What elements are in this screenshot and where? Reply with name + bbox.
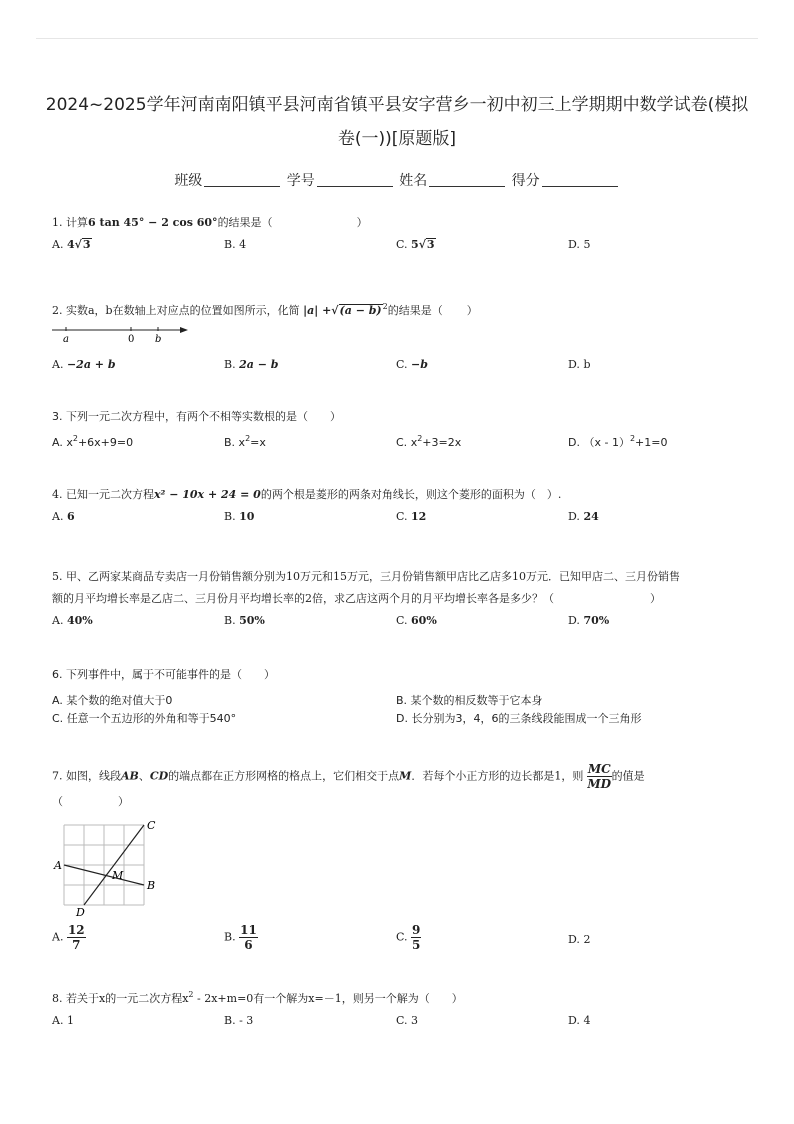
q3-number: 3. [52,410,63,423]
q1-option-c[interactable]: C. 5√3 [396,238,435,251]
q8-option-d[interactable]: D. 4 [568,1014,591,1027]
top-divider [36,38,758,39]
q5-stem-close: ） [650,592,661,605]
q5-number: 5. [52,570,63,583]
q2-stem-pre: 实数a，b在数轴上对应点的位置如图所示，化简 [66,304,300,317]
field-id-blank[interactable] [317,172,393,187]
q8-options [52,1010,754,1032]
q5-option-c[interactable]: C. 60% [396,614,437,627]
q1-stem-close: ） [356,216,368,229]
q6-stem [52,664,754,686]
q7-option-c[interactable]: C. $\frac{9}{5}$ [396,923,421,952]
label-D: D [76,906,85,917]
q2-stem: 2. 实数a，b在数轴上对应点的位置如图所示，化简 $|a| +√(a - b)^2$的结果是（ ） [52,302,478,317]
q4-number: 4. [52,488,63,501]
q6-stem-text: 下列事件中，属于不可能事件的是（ ） [66,668,275,681]
q5-option-d[interactable]: D. 70% [568,614,610,627]
q7-options [52,923,754,957]
field-score-blank[interactable] [542,172,618,187]
field-id-label: 学号 [286,173,315,189]
question-2 [52,296,754,376]
q2-option-c[interactable]: C. −b [396,358,428,371]
q2-option-a[interactable]: A. −2a + b [52,358,116,371]
number-line-arrow [180,327,188,333]
q2-options [52,354,754,376]
q2-math-rad: (a − b) [339,304,382,317]
q5-option-b[interactable]: B. 50% [224,614,265,627]
q1-number: 1. [52,216,63,229]
q4-stem-post: 的两个根是菱形的两条对角线长，则这个菱形的面积为（ ）. [260,488,562,501]
q2-math-abs: |a| + [303,304,332,317]
question-7 [52,762,754,957]
q1-option-b[interactable]: B. 4 [224,238,247,251]
q6-option-a[interactable]: A. 某个数的绝对值大于0 [52,694,173,707]
q7-stem-line-1: 7. 如图，线段AB、CD的端点都在正方形网格的格点上，它们相交于点M．若每个小正方形的边长都是1，则 $\frac{MC}{MD}$ 的值是 [52,762,645,791]
q5-stem-line-1 [52,566,754,588]
field-name-label: 姓名 [399,173,428,189]
question-4 [52,484,754,528]
q6-option-d[interactable]: D. 长分别为3，4，6的三条线段能围成一个三角形 [396,712,642,725]
student-info-row [0,170,794,190]
q8-stem: 8. 若关于x的一元二次方程$x^2 - 2x+m=0$有一个解为x=－1，则另一个解为（ ） [52,990,463,1005]
label-a: a [63,334,69,344]
page-title [30,88,764,156]
grid-lines [64,825,144,905]
label-M: M [112,869,124,882]
q7-stem-line-2: （ ） [52,795,129,808]
q2-number-line [50,322,200,344]
q3-option-c[interactable]: C. $x^2+3=2x$ [396,434,462,449]
q1-option-a[interactable]: A. 4√3 [52,238,91,251]
q2-stem-post: 的结果是（ [387,304,443,317]
q4-option-a[interactable]: A. 6 [52,510,75,523]
question-3 [52,406,754,450]
q2-number: 2. [52,304,63,317]
field-class-label: 班级 [174,173,203,189]
question-6 [52,664,754,730]
q7-fraction: $\frac{MC}{MD}$ [587,762,612,791]
q7-seg-cd: CD [149,769,169,783]
label-b: b [155,334,162,344]
q8-option-c[interactable]: C. 3 [396,1014,419,1027]
q4-stem-pre: 已知一元二次方程 [66,488,154,501]
q3-stem-text: 下列一元二次方程中，有两个不相等实数根的是（ ） [66,410,341,423]
q1-math: 6 tan 45° − 2 cos 60° [88,216,218,229]
q5-option-a[interactable]: A. 40% [52,614,93,627]
q5-stem-line-2 [52,588,754,610]
q5-stem-text-1: 甲、乙两家某商品专卖店一月份销售额分别为10万元和15万元，三月份销售额甲店比乙店多10万元．已知甲店二、三月份销售 [66,570,680,583]
q7-option-a[interactable]: A. $\frac{12}{7}$ [52,923,85,952]
field-score-label: 得分 [511,173,540,189]
question-1 [52,212,754,256]
q4-option-d[interactable]: D. 24 [568,510,599,523]
q1-stem [52,212,754,234]
q3-options [52,428,754,450]
title-line-1: 2024~2025学年河南南阳镇平县河南省镇平县安字营乡一初中初三上学期期中数学试卷(模拟 [45,95,749,115]
q3-option-d[interactable]: D. （x - 1）$^2$+1=0 [568,434,668,449]
q6-options [52,690,754,730]
q6-option-b[interactable]: B. 某个数的相反数等于它本身 [396,694,543,707]
q5-options [52,610,754,632]
field-class-blank[interactable] [204,172,280,187]
q7-point-m: M [399,769,412,783]
q1-stem-post: 的结果是（ [217,216,273,229]
q4-options [52,506,754,528]
q6-option-c[interactable]: C. 任意一个五边形的外角和等于540° [52,712,237,725]
q7-seg-ab: AB [121,769,139,783]
q4-option-c[interactable]: C. 12 [396,510,427,523]
q3-option-a[interactable]: A. $x^2+6x+9=0$ [52,434,134,449]
q5-stem-text-2: 额的月平均增长率是乙店二、三月份月平均增长率的2倍，求乙店这两个月的月平均增长率各是多少？（ [52,592,554,605]
q2-option-d[interactable]: D. b [568,358,591,371]
q7-grid-figure [52,817,162,917]
q2-stem-close: ） [466,304,478,317]
q4-option-b[interactable]: B. 10 [224,510,255,523]
q8-option-b[interactable]: B. - 3 [224,1014,254,1027]
label-C: C [147,819,156,832]
q1-options [52,234,754,256]
q7-option-d[interactable]: D. 2 [568,933,591,946]
q7-number: 7. [52,769,63,783]
q6-number: 6. [52,668,63,681]
label-0: 0 [128,334,135,344]
question-5 [52,566,754,632]
q3-stem [52,406,754,428]
q8-number: 8. [52,992,63,1005]
q4-stem [52,484,754,506]
label-A: A [54,859,62,872]
title-line-2: 卷(一))[原题版] [337,129,457,149]
q8-option-a[interactable]: A. 1 [52,1014,74,1027]
q1-stem-pre: 计算 [66,216,88,229]
q7-option-b[interactable]: B. $\frac{11}{6}$ [224,923,257,952]
q2-option-b[interactable]: B. 2a − b [224,358,279,371]
field-name-blank[interactable] [429,172,505,187]
q3-option-b[interactable]: B. $x^2=x$ [224,434,266,449]
question-8 [52,984,754,1032]
label-B: B [147,879,156,892]
q1-option-d[interactable]: D. 5 [568,238,591,251]
q4-math: x² − 10x + 24 = 0 [154,488,261,501]
